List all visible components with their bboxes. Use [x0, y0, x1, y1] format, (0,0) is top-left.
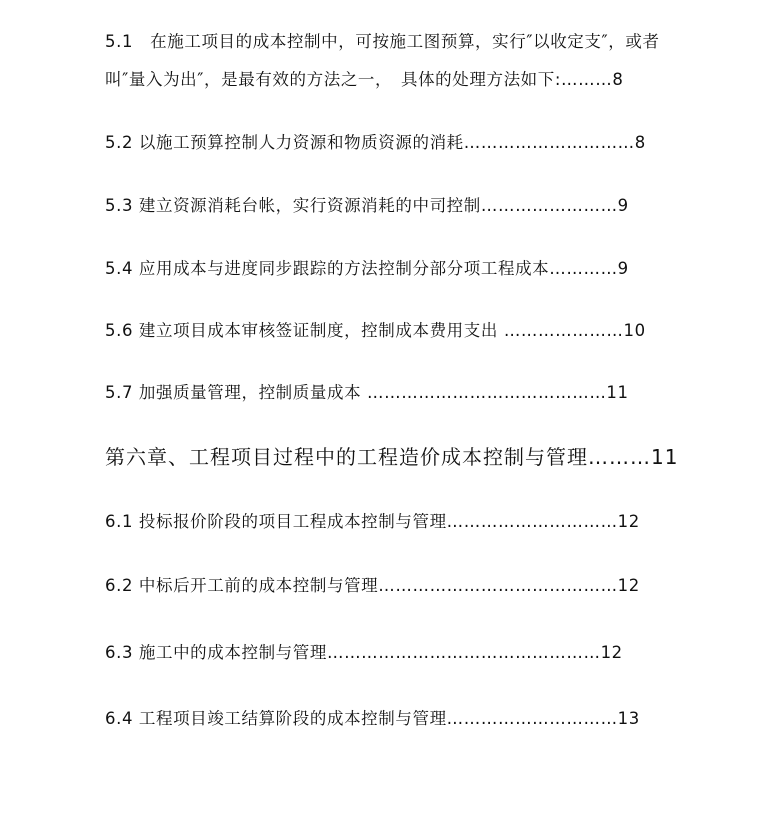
- toc-entry-5-4: 5.4 应用成本与进度同步跟踪的方法控制分部分项工程成本…………9: [105, 259, 629, 278]
- toc-entry-5-6: 5.6 建立项目成本审核签证制度，控制成本费用支出 …………………10: [105, 321, 646, 340]
- toc-entry-5-2: 5.2 以施工预算控制人力资源和物质资源的消耗…………………………8: [105, 133, 646, 152]
- toc-entry-5-7: 5.7 加强质量管理，控制质量成本 ……………………………………11: [105, 383, 629, 402]
- toc-chapter-6: 第六章、工程项目过程中的工程造价成本控制与管理………11: [105, 445, 679, 469]
- toc-entry-6-4: 6.4 工程项目竣工结算阶段的成本控制与管理…………………………13: [105, 709, 640, 728]
- toc-entry-5-3: 5.3 建立资源消耗台帐，实行资源消耗的中司控制……………………9: [105, 196, 629, 215]
- toc-entry-6-2: 6.2 中标后开工前的成本控制与管理……………………………………12: [105, 576, 640, 595]
- toc-entry-6-1: 6.1 投标报价阶段的项目工程成本控制与管理…………………………12: [105, 512, 640, 531]
- toc-entry-6-3: 6.3 施工中的成本控制与管理…………………………………………12: [105, 643, 623, 662]
- toc-entry-5-1-line-2: 叫″量入为出″，是最有效的方法之一， 具体的处理方法如下:………8: [105, 70, 624, 89]
- toc-entry-5-1-line-1: 5.1 在施工项目的成本控制中，可按施工图预算，实行″以收定支″，或者: [105, 32, 660, 51]
